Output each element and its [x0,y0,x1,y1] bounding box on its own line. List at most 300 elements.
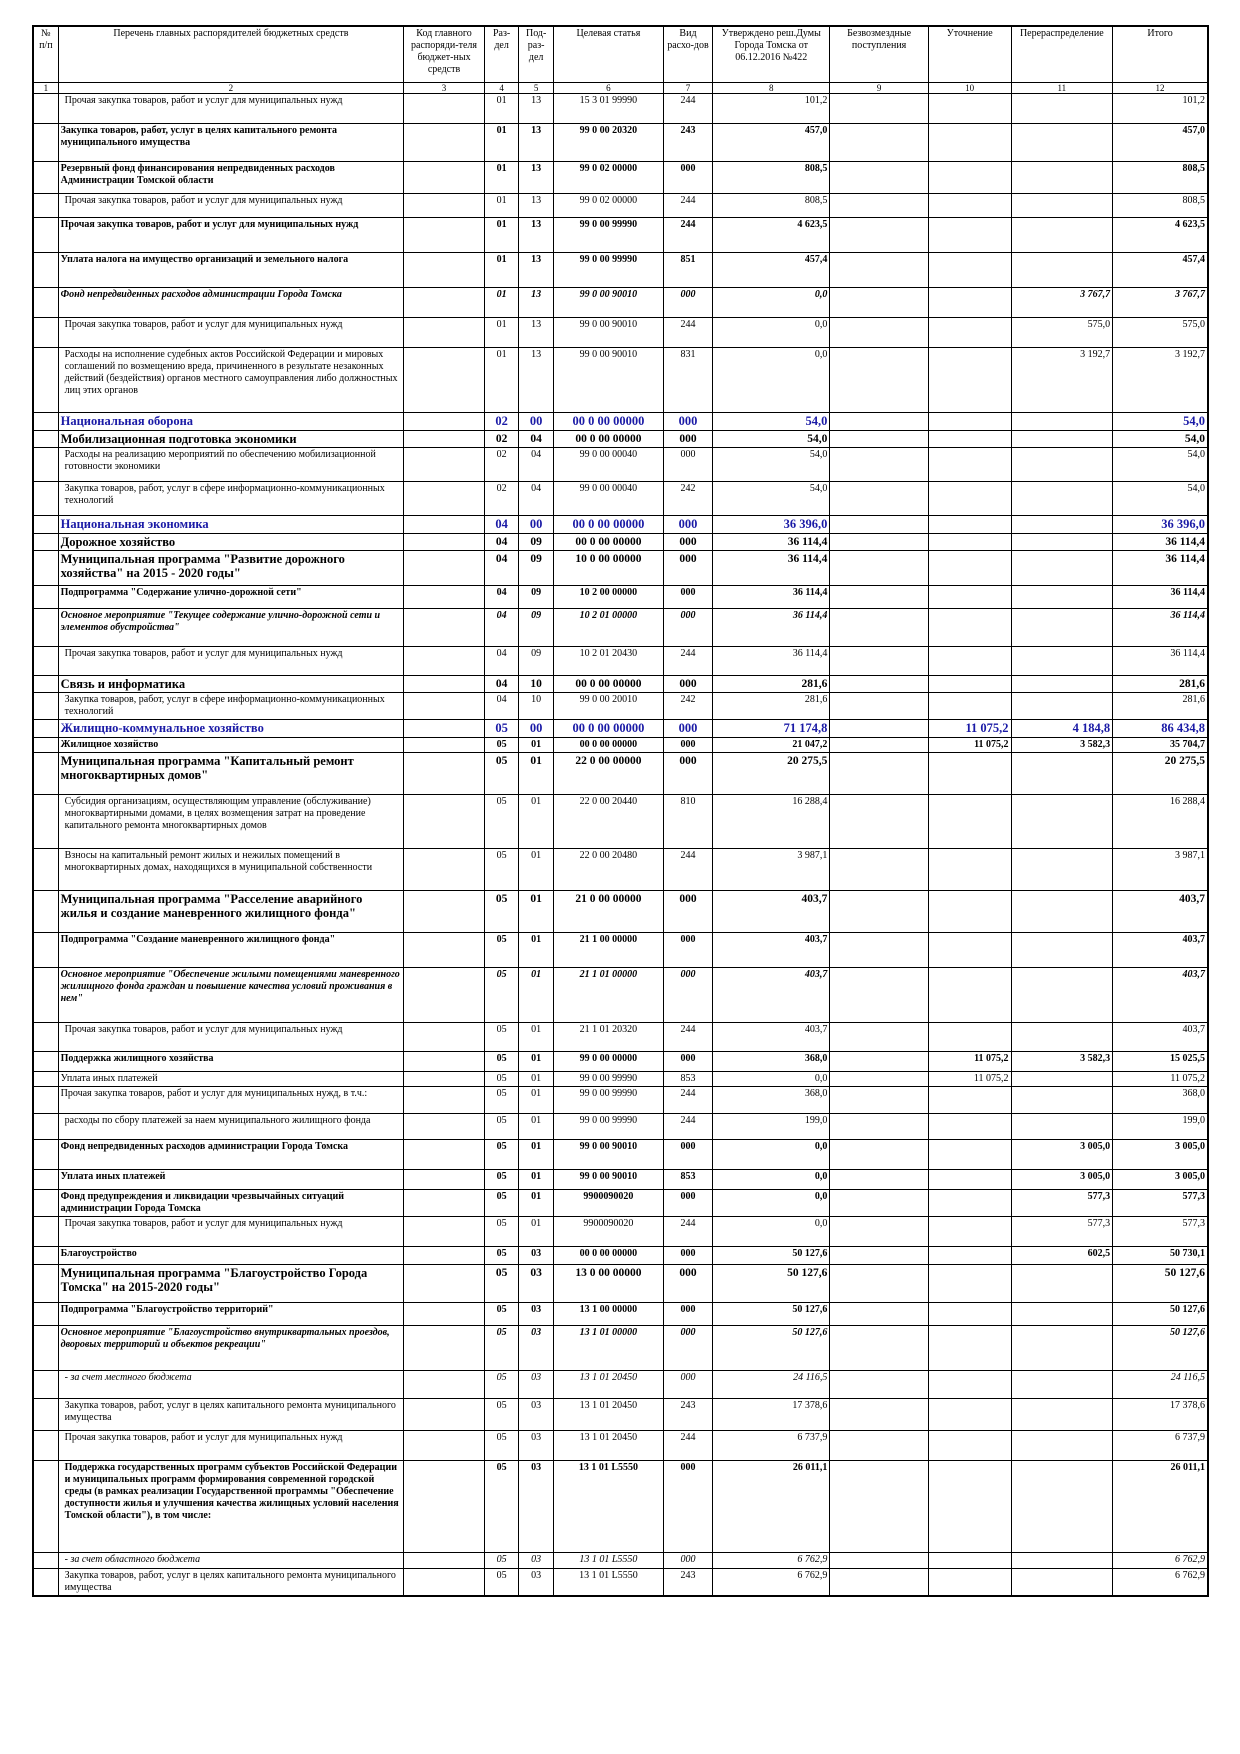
cell-num [33,1170,58,1190]
cell-gratis [830,753,928,795]
cell-num [33,693,58,720]
header-code: Код главного распоряди-теля бюджет-ных средств [404,26,485,83]
cell-expense-type: 000 [663,1190,712,1217]
cell-redistribution [1011,693,1113,720]
cell-name: Дорожное хозяйство [58,534,404,551]
cell-num [33,1371,58,1399]
table-row [33,1052,1208,1072]
cell-num [33,609,58,647]
cell-name: Уплата иных платежей [58,1072,404,1087]
cell-total: 50 730,1 [1113,1247,1208,1265]
cell-gratis [830,738,928,753]
cell-expense-type: 810 [663,795,712,849]
cell-podrazdel: 09 [519,609,554,647]
cell-razdel: 05 [484,1052,519,1072]
cell-approved: 0,0 [713,1190,830,1217]
cell-clarification [928,1217,1011,1247]
cell-expense-type: 000 [663,1553,712,1569]
cell-num [33,1052,58,1072]
cell-code [404,1023,485,1052]
cell-approved: 101,2 [713,94,830,124]
cell-clarification [928,676,1011,693]
cell-gratis [830,94,928,124]
cell-name: Связь и информатика [58,676,404,693]
table-row [33,693,1208,720]
cell-clarification [928,551,1011,586]
cell-name: Поддержка государственных программ субъектов Российской Федерации и муниципальных программ формирования современной городской среды (в рамках реализации Государственной программы "Обеспечение доступности жилья и улучшения качества жилищных условий населения Томской области"), в том числе: [58,1461,404,1553]
cell-gratis [830,1265,928,1303]
cell-redistribution [1011,194,1113,218]
cell-name: Мобилизационная подготовка экономики [58,431,404,448]
cell-code [404,795,485,849]
cell-approved: 0,0 [713,318,830,348]
cell-num [33,1399,58,1431]
cell-clarification [928,516,1011,534]
table-row [33,1072,1208,1087]
cell-code [404,288,485,318]
cell-total: 3 005,0 [1113,1170,1208,1190]
cell-redistribution: 3 005,0 [1011,1170,1113,1190]
cell-gratis [830,1431,928,1461]
cell-num [33,551,58,586]
cell-approved: 0,0 [713,1217,830,1247]
cell-clarification [928,647,1011,676]
header-clarification: Уточнение [928,26,1011,83]
cell-redistribution [1011,218,1113,253]
cell-gratis [830,1371,928,1399]
cell-razdel: 05 [484,753,519,795]
cell-num [33,1461,58,1553]
cell-gratis [830,1170,928,1190]
cell-razdel: 05 [484,1247,519,1265]
cell-name: Расходы на реализацию мероприятий по обеспечению мобилизационной готовности экономики [58,448,404,482]
cell-total: 457,4 [1113,253,1208,288]
cell-target: 00 0 00 00000 [553,1247,663,1265]
cell-expense-type: 000 [663,676,712,693]
table-row [33,1371,1208,1399]
table-row [33,1399,1208,1431]
header-expense-type: Вид расхо-дов [663,26,712,83]
cell-code [404,318,485,348]
cell-name: Прочая закупка товаров, работ и услуг для муниципальных нужд [58,318,404,348]
cell-podrazdel: 00 [519,720,554,738]
table-row [33,676,1208,693]
cell-approved: 457,4 [713,253,830,288]
cell-num [33,288,58,318]
cell-gratis [830,318,928,348]
cell-podrazdel: 13 [519,94,554,124]
cell-gratis [830,849,928,891]
cell-num [33,1023,58,1052]
cell-razdel: 05 [484,1217,519,1247]
cell-name: Уплата налога на имущество организаций и земельного налога [58,253,404,288]
cell-redistribution: 575,0 [1011,318,1113,348]
cell-redistribution [1011,1569,1113,1597]
column-number: 5 [519,83,554,94]
cell-approved: 0,0 [713,288,830,318]
cell-num [33,431,58,448]
cell-approved: 36 114,4 [713,647,830,676]
cell-expense-type: 000 [663,162,712,194]
cell-expense-type: 242 [663,693,712,720]
cell-code [404,253,485,288]
cell-redistribution [1011,1326,1113,1371]
table-row [33,348,1208,413]
cell-target: 99 0 00 20010 [553,693,663,720]
cell-approved: 36 396,0 [713,516,830,534]
cell-approved: 6 737,9 [713,1431,830,1461]
cell-name: Уплата иных платежей [58,1170,404,1190]
cell-code [404,1399,485,1431]
cell-code [404,124,485,162]
cell-total: 35 704,7 [1113,738,1208,753]
cell-name: Прочая закупка товаров, работ и услуг для муниципальных нужд [58,1023,404,1052]
cell-podrazdel: 13 [519,318,554,348]
cell-expense-type: 244 [663,1431,712,1461]
cell-podrazdel: 03 [519,1569,554,1597]
cell-razdel: 04 [484,676,519,693]
cell-target: 99 0 00 90010 [553,1140,663,1170]
table-row [33,1553,1208,1569]
table-row [33,482,1208,516]
cell-gratis [830,1399,928,1431]
cell-clarification [928,94,1011,124]
cell-num [33,1569,58,1597]
cell-podrazdel: 09 [519,586,554,609]
cell-redistribution: 4 184,8 [1011,720,1113,738]
cell-target: 15 3 01 99990 [553,94,663,124]
cell-expense-type: 000 [663,551,712,586]
cell-podrazdel: 03 [519,1371,554,1399]
cell-podrazdel: 10 [519,693,554,720]
cell-total: 11 075,2 [1113,1072,1208,1087]
cell-total: 24 116,5 [1113,1371,1208,1399]
cell-redistribution: 3 582,3 [1011,1052,1113,1072]
cell-name: Прочая закупка товаров, работ и услуг для муниципальных нужд, в т.ч.: [58,1087,404,1114]
cell-clarification [928,1247,1011,1265]
cell-podrazdel: 13 [519,124,554,162]
cell-num [33,586,58,609]
cell-razdel: 01 [484,318,519,348]
cell-razdel: 01 [484,124,519,162]
cell-num [33,1114,58,1140]
cell-approved: 403,7 [713,891,830,933]
cell-total: 86 434,8 [1113,720,1208,738]
table-row [33,1087,1208,1114]
cell-razdel: 05 [484,1087,519,1114]
cell-razdel: 05 [484,1303,519,1326]
cell-razdel: 05 [484,933,519,968]
header-name: Перечень главных распорядителей бюджетных средств [58,26,404,83]
cell-gratis [830,413,928,431]
cell-num [33,1265,58,1303]
cell-target: 13 1 00 00000 [553,1303,663,1326]
cell-code [404,1140,485,1170]
cell-name: Закупка товаров, работ, услуг в целях капитального ремонта муниципального имущества [58,1399,404,1431]
cell-expense-type: 243 [663,1399,712,1431]
cell-code [404,1431,485,1461]
cell-redistribution: 3 192,7 [1011,348,1113,413]
cell-target: 99 0 00 99990 [553,218,663,253]
cell-name: Резервный фонд финансирования непредвиденных расходов Администрации Томской области [58,162,404,194]
cell-gratis [830,1553,928,1569]
column-number: 1 [33,83,58,94]
cell-clarification [928,534,1011,551]
cell-name: Прочая закупка товаров, работ и услуг для муниципальных нужд [58,1431,404,1461]
cell-approved: 36 114,4 [713,609,830,647]
cell-total: 575,0 [1113,318,1208,348]
cell-total: 54,0 [1113,431,1208,448]
table-row [33,720,1208,738]
table-row [33,933,1208,968]
cell-clarification: 11 075,2 [928,1052,1011,1072]
cell-code [404,586,485,609]
cell-redistribution [1011,1023,1113,1052]
table-row [33,1023,1208,1052]
cell-name: Прочая закупка товаров, работ и услуг для муниципальных нужд [58,218,404,253]
cell-expense-type: 000 [663,1265,712,1303]
cell-target: 21 1 01 00000 [553,968,663,1023]
cell-num [33,676,58,693]
cell-target: 22 0 00 20440 [553,795,663,849]
cell-total: 54,0 [1113,482,1208,516]
cell-target: 00 0 00 00000 [553,720,663,738]
cell-code [404,1190,485,1217]
cell-approved: 17 378,6 [713,1399,830,1431]
cell-code [404,94,485,124]
cell-razdel: 05 [484,1190,519,1217]
cell-expense-type: 000 [663,968,712,1023]
cell-podrazdel: 13 [519,162,554,194]
column-number: 2 [58,83,404,94]
cell-code [404,534,485,551]
column-number: 4 [484,83,519,94]
cell-num [33,647,58,676]
cell-expense-type: 000 [663,413,712,431]
cell-podrazdel: 09 [519,534,554,551]
cell-podrazdel: 13 [519,288,554,318]
cell-gratis [830,448,928,482]
table-row [33,849,1208,891]
cell-name: - за счет областного бюджета [58,1553,404,1569]
cell-redistribution [1011,676,1113,693]
cell-approved: 36 114,4 [713,534,830,551]
cell-razdel: 04 [484,534,519,551]
cell-clarification [928,795,1011,849]
cell-razdel: 05 [484,849,519,891]
cell-razdel: 05 [484,1553,519,1569]
cell-total: 101,2 [1113,94,1208,124]
cell-clarification [928,609,1011,647]
cell-target: 13 1 01 00000 [553,1326,663,1371]
cell-approved: 50 127,6 [713,1326,830,1371]
header-razdel: Раз-дел [484,26,519,83]
cell-podrazdel: 01 [519,795,554,849]
table-row [33,647,1208,676]
cell-gratis [830,1569,928,1597]
cell-redistribution [1011,162,1113,194]
cell-razdel: 04 [484,551,519,586]
cell-clarification [928,124,1011,162]
cell-expense-type: 000 [663,586,712,609]
table-row [33,1326,1208,1371]
cell-gratis [830,609,928,647]
cell-gratis [830,1190,928,1217]
cell-redistribution [1011,586,1113,609]
cell-razdel: 04 [484,609,519,647]
cell-podrazdel: 03 [519,1303,554,1326]
header-row [33,26,1208,83]
cell-num [33,1247,58,1265]
cell-podrazdel: 13 [519,218,554,253]
cell-redistribution [1011,849,1113,891]
cell-name: Субсидия организациям, осуществляющим управление (обслуживание) многоквартирными домами, в целях возмещения затрат на проведение капитального ремонта многоквартирных домов [58,795,404,849]
cell-target: 21 0 00 00000 [553,891,663,933]
cell-redistribution: 3 767,7 [1011,288,1113,318]
cell-podrazdel: 13 [519,253,554,288]
cell-redistribution [1011,647,1113,676]
cell-redistribution: 3 005,0 [1011,1140,1113,1170]
cell-target: 10 2 01 20430 [553,647,663,676]
table-row [33,413,1208,431]
cell-approved: 21 047,2 [713,738,830,753]
cell-clarification [928,1140,1011,1170]
cell-approved: 281,6 [713,693,830,720]
cell-target: 13 1 01 L5550 [553,1461,663,1553]
cell-podrazdel: 01 [519,1140,554,1170]
cell-total: 3 767,7 [1113,288,1208,318]
cell-approved: 0,0 [713,348,830,413]
cell-code [404,551,485,586]
cell-clarification [928,482,1011,516]
cell-redistribution [1011,1114,1113,1140]
cell-razdel: 05 [484,738,519,753]
table-row [33,516,1208,534]
header-num: № п/п [33,26,58,83]
header-redistribution: Перераспределение [1011,26,1113,83]
cell-podrazdel: 01 [519,1170,554,1190]
header-approved: Утверждено реш.Думы Города Томска от 06.12.2016 №422 [713,26,830,83]
column-number: 9 [830,83,928,94]
cell-redistribution [1011,413,1113,431]
cell-expense-type: 000 [663,891,712,933]
cell-code [404,431,485,448]
cell-target: 00 0 00 00000 [553,676,663,693]
cell-code [404,1553,485,1569]
cell-num [33,413,58,431]
table-row [33,318,1208,348]
cell-expense-type: 000 [663,288,712,318]
cell-approved: 0,0 [713,1170,830,1190]
cell-clarification [928,586,1011,609]
cell-total: 368,0 [1113,1087,1208,1114]
cell-expense-type: 000 [663,609,712,647]
cell-expense-type: 000 [663,1247,712,1265]
cell-gratis [830,348,928,413]
cell-razdel: 04 [484,586,519,609]
cell-num [33,1326,58,1371]
cell-razdel: 02 [484,431,519,448]
cell-name: Поддержка жилищного хозяйства [58,1052,404,1072]
cell-approved: 403,7 [713,933,830,968]
cell-num [33,194,58,218]
cell-gratis [830,1087,928,1114]
cell-approved: 50 127,6 [713,1303,830,1326]
table-row [33,1265,1208,1303]
cell-target: 99 0 00 99990 [553,1072,663,1087]
cell-razdel: 05 [484,1569,519,1597]
cell-razdel: 04 [484,693,519,720]
cell-target: 9900090020 [553,1190,663,1217]
cell-name: Муниципальная программа "Расселение аварийного жилья и создание маневренного жилищного фонда" [58,891,404,933]
cell-gratis [830,586,928,609]
cell-target: 9900090020 [553,1217,663,1247]
cell-clarification [928,1431,1011,1461]
cell-gratis [830,1326,928,1371]
cell-total: 457,0 [1113,124,1208,162]
cell-clarification [928,1114,1011,1140]
header-total: Итого [1113,26,1208,83]
table-row [33,609,1208,647]
cell-clarification [928,1170,1011,1190]
cell-expense-type: 243 [663,124,712,162]
cell-approved: 808,5 [713,162,830,194]
cell-num [33,720,58,738]
cell-total: 3 005,0 [1113,1140,1208,1170]
cell-clarification [928,1371,1011,1399]
cell-expense-type: 000 [663,738,712,753]
cell-code [404,194,485,218]
cell-clarification [928,413,1011,431]
cell-redistribution [1011,1431,1113,1461]
table-row [33,753,1208,795]
table-row [33,1140,1208,1170]
cell-podrazdel: 09 [519,551,554,586]
cell-code [404,348,485,413]
cell-expense-type: 851 [663,253,712,288]
cell-gratis [830,253,928,288]
cell-razdel: 01 [484,218,519,253]
cell-gratis [830,534,928,551]
cell-code [404,647,485,676]
cell-name: Закупка товаров, работ, услуг в сфере информационно-коммуникационных технологий [58,482,404,516]
cell-podrazdel: 01 [519,1072,554,1087]
cell-target: 00 0 00 00000 [553,534,663,551]
cell-approved: 20 275,5 [713,753,830,795]
cell-redistribution [1011,968,1113,1023]
cell-expense-type: 000 [663,720,712,738]
cell-name: Основное мероприятие "Текущее содержание улично-дорожной сети и элементов обустройства" [58,609,404,647]
cell-expense-type: 000 [663,1052,712,1072]
cell-podrazdel: 01 [519,849,554,891]
cell-code [404,933,485,968]
cell-code [404,1326,485,1371]
cell-target: 10 0 00 00000 [553,551,663,586]
cell-clarification [928,1461,1011,1553]
cell-podrazdel: 01 [519,753,554,795]
cell-razdel: 05 [484,1072,519,1087]
cell-total: 50 127,6 [1113,1326,1208,1371]
cell-code [404,1072,485,1087]
cell-gratis [830,194,928,218]
cell-target: 22 0 00 20480 [553,849,663,891]
table-row [33,194,1208,218]
cell-clarification [928,218,1011,253]
cell-target: 99 0 00 90010 [553,288,663,318]
cell-code [404,1303,485,1326]
cell-clarification [928,1087,1011,1114]
cell-num [33,891,58,933]
